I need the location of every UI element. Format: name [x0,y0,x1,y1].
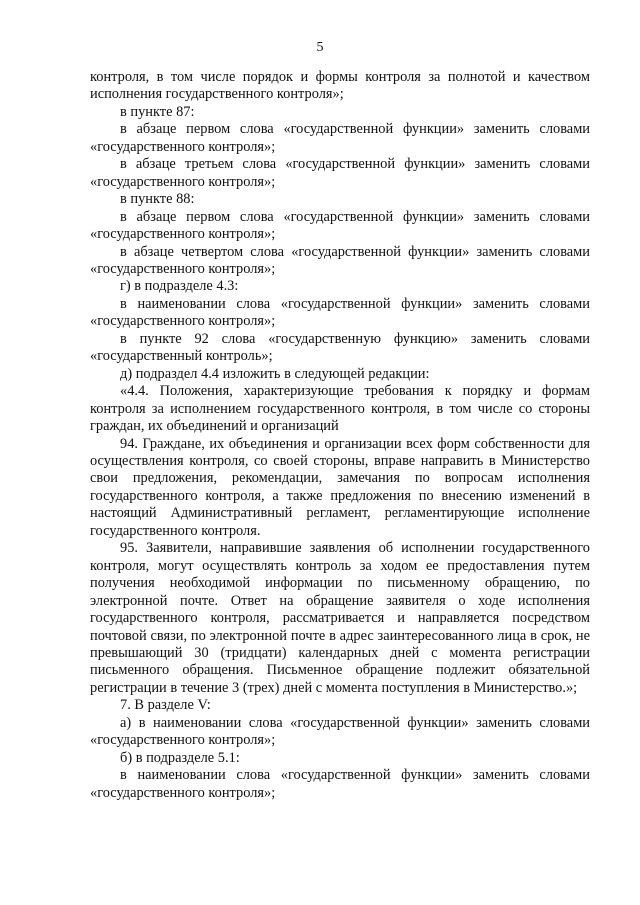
paragraph-point-95: 95. Заявители, направившие заявления об исполнении государственного контроля, могут осуществлять контроль за ходом ее предоставления путем получения необходимой информации по письменному обращению, по электронной почте. Ответ на обращение заявителя о ходе исполнения государственного контроля, рассматривается и направляется посредством почтовой связи, по электронной почте в адрес заинтересованного лица в срок, не превышающий 30 (тридцати) календарных дней с момента регистрации письменного обращения. Письменное обращение подлежит обязательной регистрации в течение 3 (трех) дней с момента поступления в Министерство.»; [90,540,590,696]
paragraph-continuation: контроля, в том числе порядок и формы контроля за полнотой и качеством исполнения государственного контроля»; [90,69,590,103]
paragraph-point-92: в пункте 92 слова «государственную функцию» заменить словами «государственный контроль»; [90,330,590,365]
paragraph-subsection-4-4: д) подраздел 4.4 изложить в следующей редакции: [120,365,430,382]
paragraph-third-indent-87: в абзаце третьем слова «государственной функции» заменить словами «государственного контроля»; [90,156,590,190]
paragraph-subsection-5-1: б) в подразделе 5.1: [120,749,240,766]
paragraph-section-v-a: а) в наименовании слова «государственной функции» заменить словами «государственного контроля»; [90,714,590,749]
paragraph-title-5-1: в наименовании слова «государственной функции» заменить словами «государственного контроля»; [90,767,590,801]
paragraph-heading-4-4: «4.4. Положения, характеризующие требования к порядку и формам контроля за исполнением государственного контроля, в том числе со стороны граждан, их объединений и организаций [90,383,590,435]
paragraph-fourth-indent-88: в абзаце четвертом слова «государственной функции» заменить словами «государственного контроля»; [90,243,590,277]
paragraph-title-4-3: в наименовании слова «государственной функции» заменить словами «государственного контроля»; [90,295,590,330]
paragraph-point-94: 94. Граждане, их объединения и организации всех форм собственности для осуществления контроля, со своей стороны, вправе направить в Министерство свои предложения, рекомендации, замечания по вопросам исполнения государственного контроля, а также предложения по внесению изменений в настоящий Административный регламент, регламентирующие исполнение государственного контроля. [90,435,590,539]
page-number: 5 [316,40,324,55]
paragraph-first-indent-88: в абзаце первом слова «государственной функции» заменить словами «государственного контроля»; [90,208,590,243]
paragraph-first-indent-87: в абзаце первом слова «государственной функции» заменить словами «государственного контроля»; [90,121,590,155]
document-body [90,69,590,802]
paragraph-subsection-4-3: г) в подразделе 4.3: [120,278,239,295]
paragraph-point-88: в пункте 88: [120,191,195,208]
paragraph-section-v: 7. В разделе V: [120,697,211,714]
paragraph-point-87: в пункте 87: [120,103,195,120]
